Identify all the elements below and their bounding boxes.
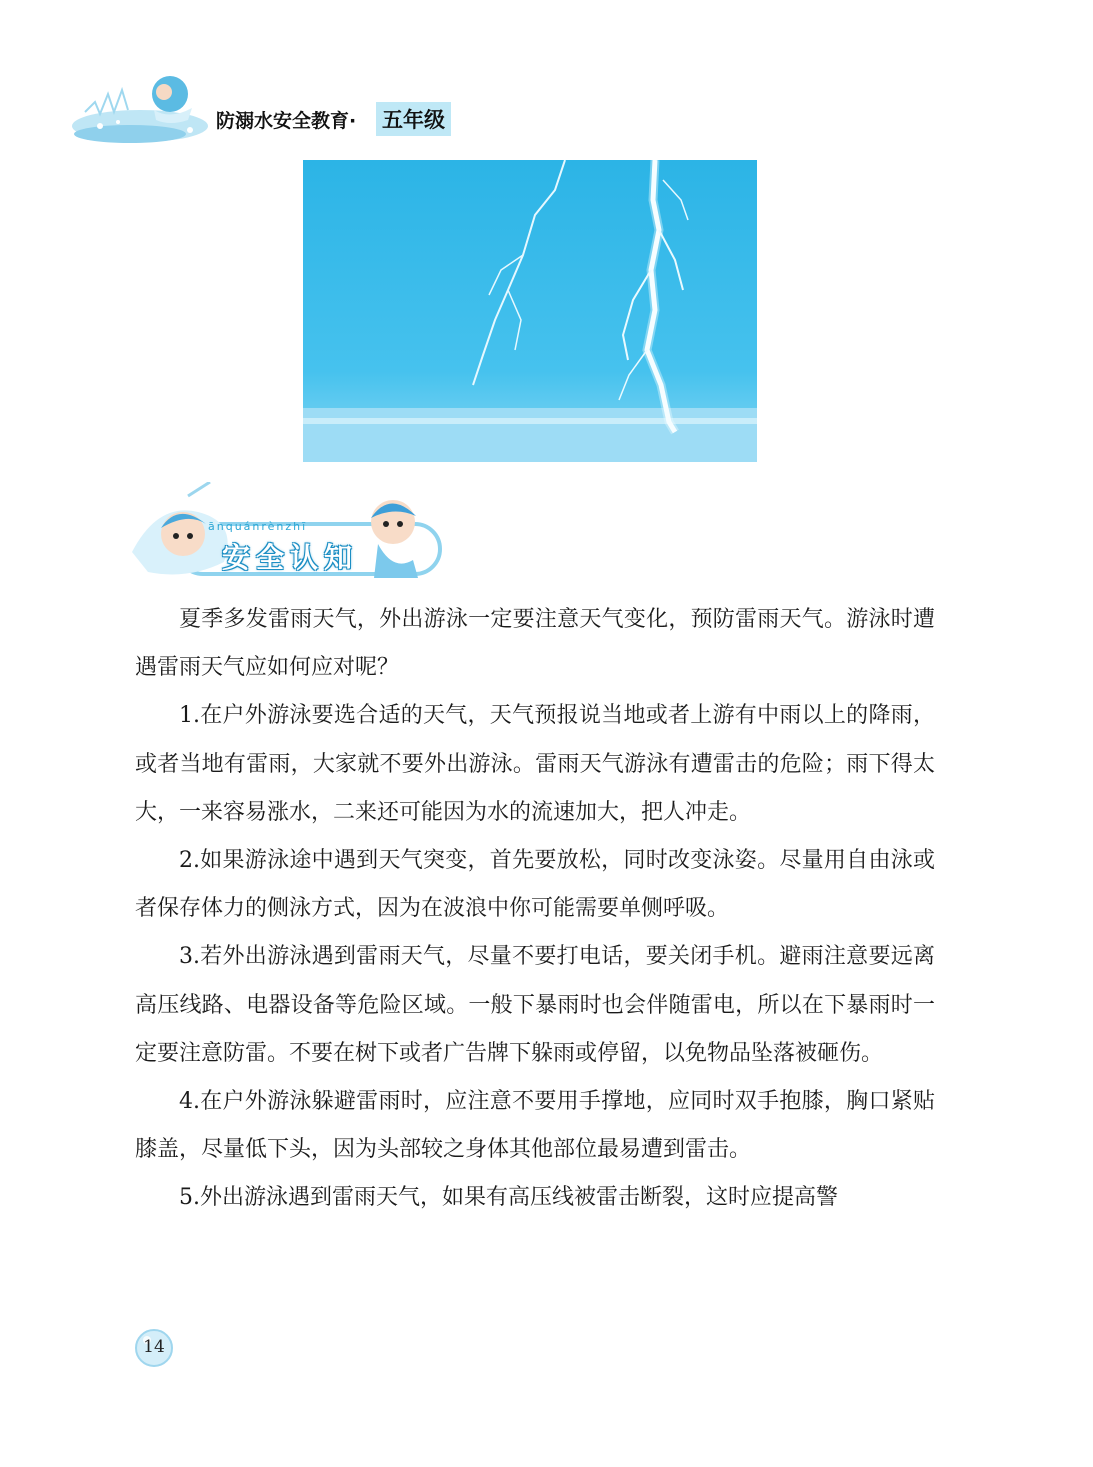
page-number-badge (134, 1328, 174, 1368)
page-header (70, 64, 490, 154)
grade-badge: 五年级 (376, 102, 451, 136)
paragraph-2: 2.如果游泳途中遇到天气突变，首先要放松，同时改变泳姿。尽量用自由泳或者保存体力的侧泳方式，因为在波浪中你可能需要单侧呼吸。 (135, 848, 935, 922)
section-title: 安全认知 (222, 541, 359, 574)
book-title: 防溺水安全教育· (216, 110, 357, 132)
lightning-image (303, 160, 757, 462)
paragraph-3: 3.若外出游泳遇到雷雨天气，尽量不要打电话，要关闭手机。避雨注意要远离高压线路、电器设备等危险区域。一般下暴雨时也会伴随雷电，所以在下暴雨时一定要注意防雷。不要在树下或者广告牌下躲雨或停留，以免物品坠落被砸伤。 (135, 944, 935, 1066)
paragraph-5: 5.外出游泳遇到雷雨天气，如果有高压线被雷击断裂，这时应提高警 (179, 1185, 838, 1211)
paragraph-4: 4.在户外游泳躲避雷雨时，应注意不要用手撑地，应同时双手抱膝，胸口紧贴膝盖，尽量低下头，因为头部较之身体其他部位最易遭到雷击。 (135, 1089, 935, 1163)
body-text (135, 596, 935, 1223)
section-pinyin: ānquánrènzhī (208, 520, 308, 533)
page-number: 14 (143, 1337, 165, 1357)
paragraph-1: 1.在户外游泳要选合适的天气，天气预报说当地或者上游有中雨以上的降雨，或者当地有雷雨，大家就不要外出游泳。雷雨天气游泳有遭雷击的危险；雨下得太大，一来容易涨水，二来还可能因为水的流速加大，把人冲走。 (135, 703, 935, 825)
lightning-photo (303, 160, 757, 462)
paragraph-intro: 夏季多发雷雨天气，外出游泳一定要注意天气变化，预防雷雨天气。游泳时遭遇雷雨天气应如何应对呢？ (135, 607, 935, 681)
